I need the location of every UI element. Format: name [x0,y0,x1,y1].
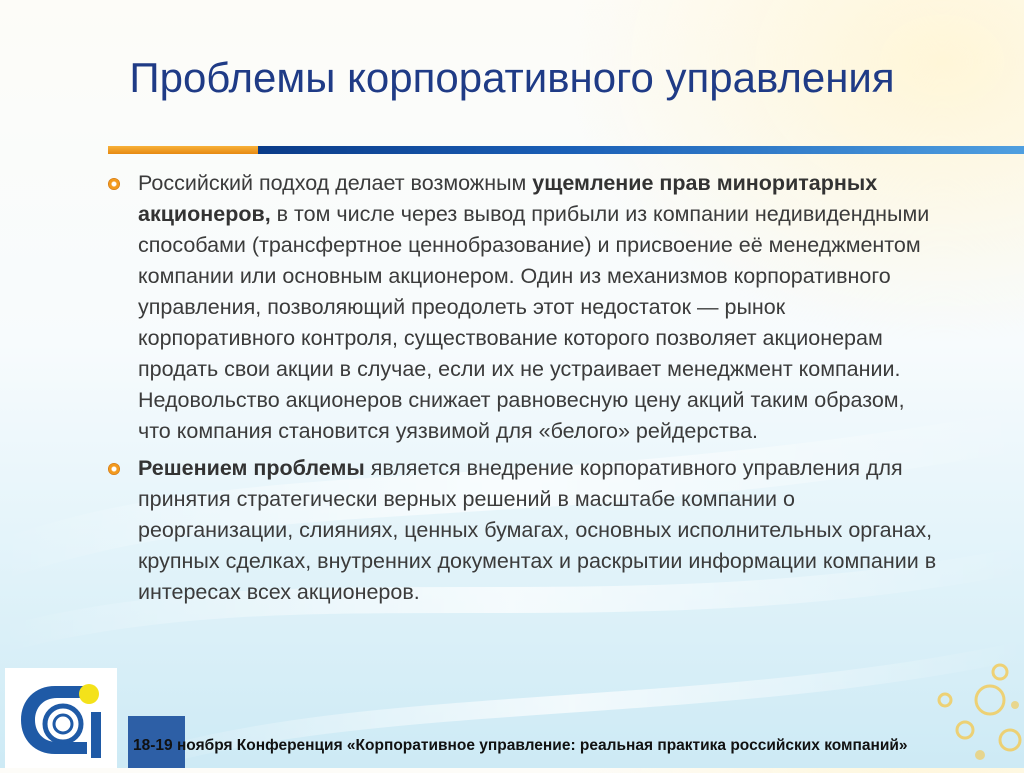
bullet-text-run: является внедрение корпоративного управления для принятия стратегически верных решений в масштабе компании о реорганизации, слияниях, ценных бумагах, основных исполнительных органах, крупных сделках, внутренних документах и раскрытии информации компании в интересах всех акционеров. [138,456,937,604]
bullet-text [138,168,938,447]
underline-blue-segment [258,146,1024,154]
conference-logo-icon [5,668,117,768]
bullet-text-bold-run: ущемление прав миноритарных акционеров, [138,171,878,226]
circle-bullet-icon [108,463,120,475]
slide-body [108,168,938,608]
bullet-text [138,453,938,608]
circle-bullet-icon [108,178,120,190]
bullet-item [108,453,938,608]
slide-title: Проблемы корпоративного управления [129,54,895,101]
footer-text: 18-19 ноября Конференция «Корпоративное управление: реальная практика российских компаний» [133,737,908,754]
title-underline [108,146,1024,154]
bullet-text-bold-run: Решением проблемы [138,456,365,480]
bullet-text-run: Российский подход делает возможным [138,171,533,195]
bullet-item [108,168,938,447]
bullet-text-run: в том числе через вывод прибыли из компании недивидендными способами (трансфертное ценнобразование) и присвоение её менеджментом компании или основным акционером. Один из механизмов корпоративного управления, позволяющий преодолеть этот недостаток — рынок корпоративного контроля, существование которого позволяет акционерам продать свои акции в случае, если их не устраивает менеджмент компании. Недовольство акционеров снижает равновесную цену акций таким образом, что компания становится уязвимой для «белого» рейдерства. [138,202,930,443]
underline-orange-segment [108,146,258,154]
